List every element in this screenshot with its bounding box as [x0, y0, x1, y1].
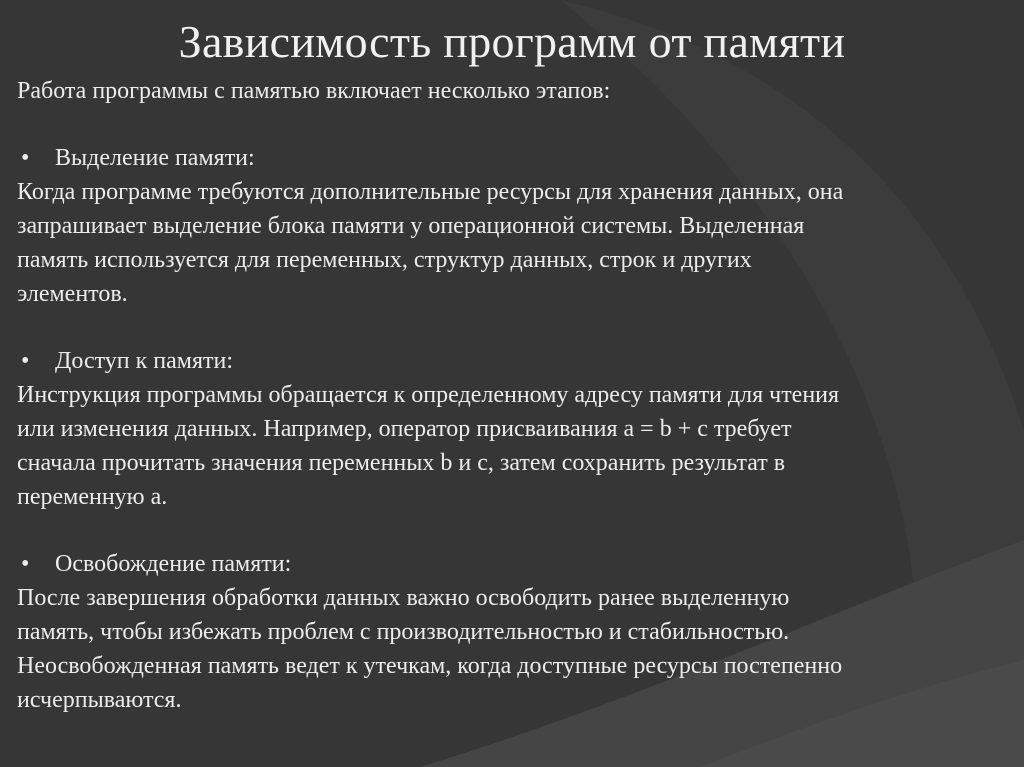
section-text-line: Неосвобожденная память ведет к утечкам, когда доступные ресурсы постепенно	[17, 653, 843, 679]
section-text-line: память, чтобы избежать проблем с производительностью и стабильностью.	[17, 619, 790, 645]
section-heading: Выделение памяти:	[55, 145, 255, 171]
section-text-line: сначала прочитать значения переменных b и c, затем сохранить результат в	[17, 450, 786, 476]
section-allocation	[17, 141, 1012, 311]
section-text-line: память используется для переменных, структур данных, строк и других	[17, 247, 752, 273]
section-text-line: После завершения обработки данных важно освободить ранее выделенную	[17, 585, 790, 611]
intro-text: Работа программы с памятью включает несколько этапов:	[17, 78, 611, 104]
section-heading-line	[17, 344, 1012, 378]
section-text-line: или изменения данных. Например, оператор присваивания a = b + c требует	[17, 416, 792, 442]
slide-title: Зависимость программ от памяти	[178, 16, 846, 67]
section-heading-line	[17, 547, 1012, 581]
bullet-glyph: •	[21, 145, 30, 171]
section-release	[17, 547, 1012, 717]
bullet-glyph: •	[21, 348, 30, 374]
section-text-line: Инструкция программы обращается к определенному адресу памяти для чтения	[17, 382, 840, 408]
section-heading: Доступ к памяти:	[55, 348, 234, 374]
slide-body	[17, 74, 1012, 717]
section-text-line: запрашивает выделение блока памяти у операционной системы. Выделенная	[17, 213, 805, 239]
section-access	[17, 344, 1012, 514]
section-text-line: Когда программе требуются дополнительные ресурсы для хранения данных, она	[17, 179, 844, 205]
section-text-line: элементов.	[17, 281, 128, 307]
bullet-glyph: •	[21, 551, 30, 577]
section-heading: Освобождение памяти:	[55, 551, 292, 577]
section-heading-line	[17, 141, 1012, 175]
section-text-line: переменную a.	[17, 484, 168, 510]
section-text-line: исчерпываются.	[17, 687, 182, 713]
